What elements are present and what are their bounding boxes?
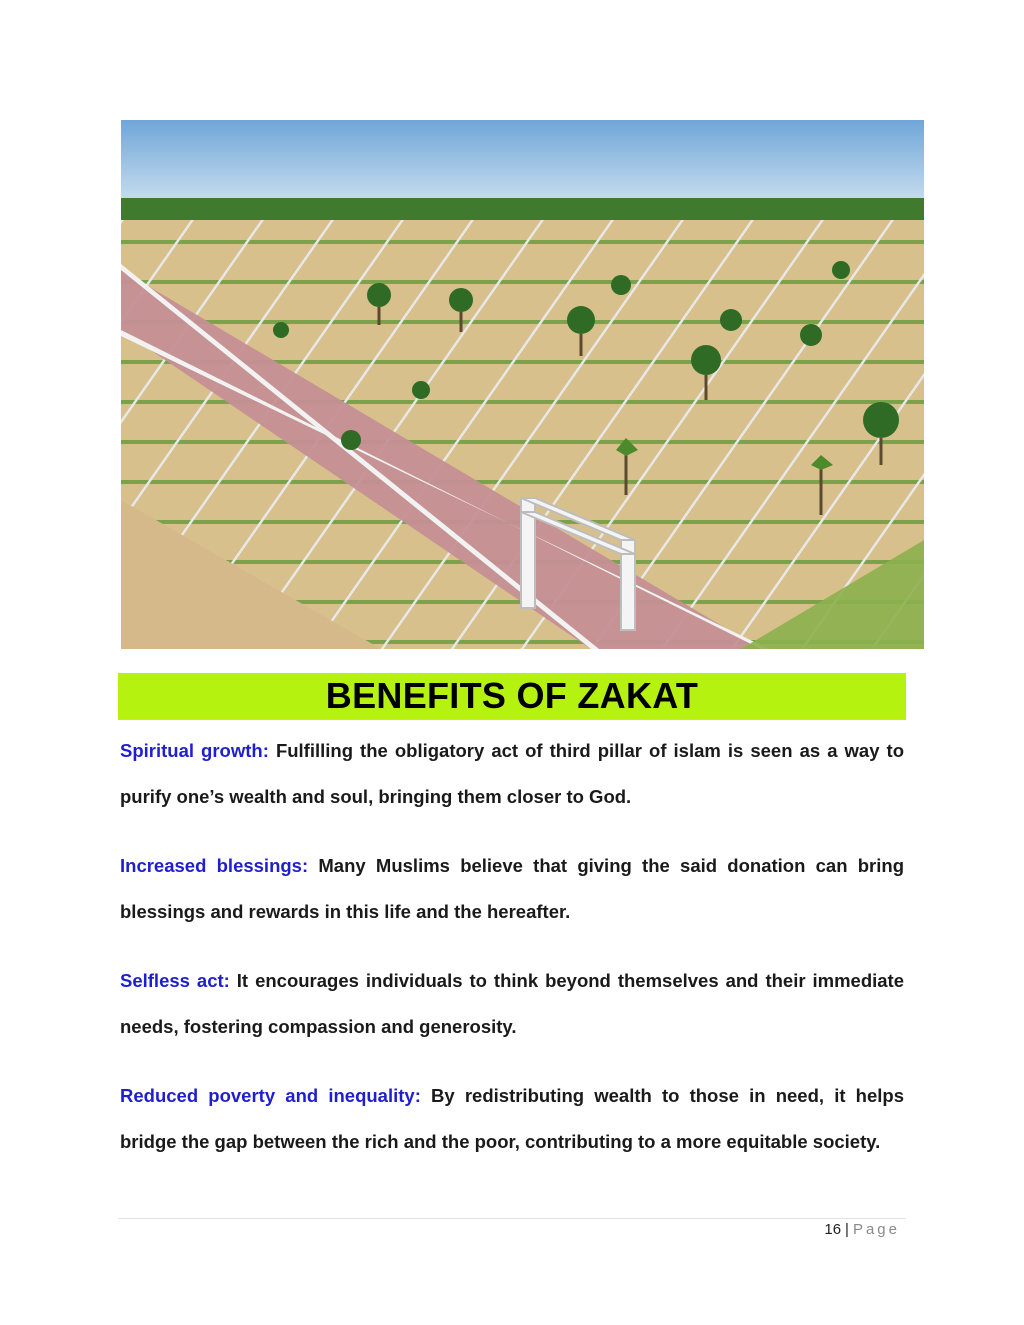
benefit-term: Reduced poverty and inequality: (120, 1085, 421, 1106)
benefit-text: By redistributing wealth to those in need, it helps bridge the gap between the rich and the poor, contributing to a more equitable society. (120, 1085, 904, 1152)
benefit-text: Many Muslims believe that giving the said donation can bring blessings and rewards in this life and the hereafter. (120, 855, 904, 922)
hero-image (121, 120, 924, 649)
benefit-term: Selfless act: (120, 970, 230, 991)
benefits-list (120, 728, 904, 1188)
page-number: 16 (824, 1221, 842, 1238)
benefit-item (120, 958, 904, 1050)
benefit-text: It encourages individuals to think beyond themselves and their immediate needs, fostering compassion and generosity. (120, 970, 905, 1037)
section-title: BENEFITS OF ZAKAT (325, 675, 699, 716)
benefit-item (120, 843, 904, 935)
page-label: Page (852, 1221, 900, 1238)
benefit-term: Increased blessings: (120, 855, 309, 876)
section-banner (118, 673, 906, 720)
page-footer (824, 1221, 900, 1238)
benefit-item (120, 728, 904, 820)
page-separator: | (845, 1221, 849, 1238)
benefit-term: Spiritual growth: (120, 740, 269, 761)
plots-illustration (121, 120, 924, 649)
benefit-item (120, 1073, 904, 1165)
footer-divider (118, 1218, 906, 1219)
benefit-text: Fulfilling the obligatory act of third pillar of islam is seen as a way to purify one’s wealth and soul, bringing them closer to God. (120, 740, 905, 807)
